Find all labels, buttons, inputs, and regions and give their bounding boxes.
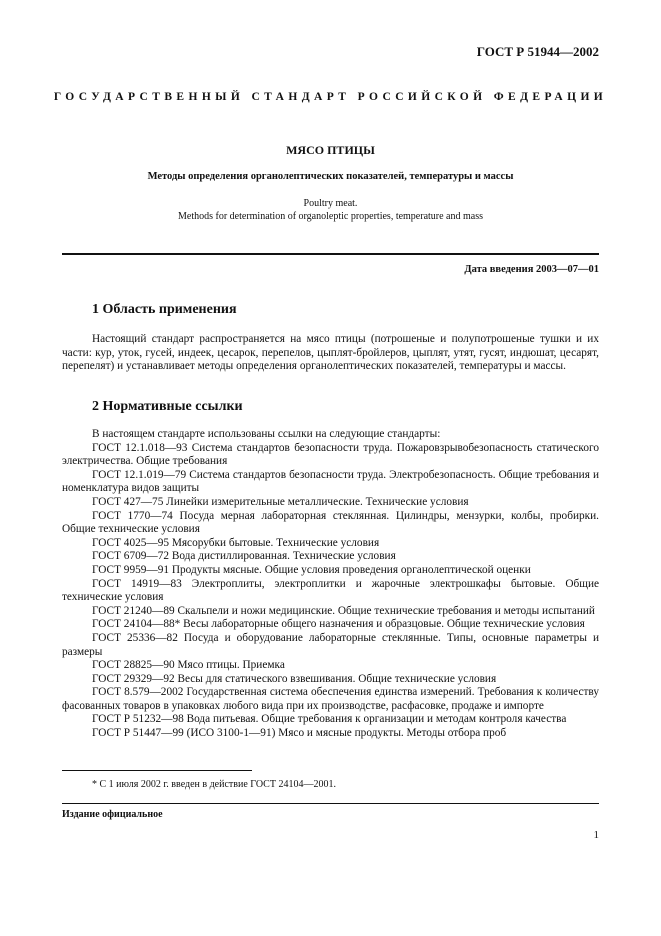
- page-number: 1: [593, 829, 599, 841]
- state-standard-heading: ГОСУДАРСТВЕННЫЙ СТАНДАРТ РОССИЙСКОЙ ФЕДЕРАЦИИ: [53, 91, 608, 103]
- paragraph: Настоящий стандарт распространяется на мясо птицы (потрошеные и полупотрошеные тушки и их части: кур, уток, гусей, индеек, цесарок, перепелов, цыплят-бройлеров, цыплят, утят, гусят, индюшат, цесарят, перепелят) и устанавливает методы определения органолептических показателей, температуры и массы.: [62, 333, 599, 373]
- section-2-body: [62, 428, 599, 741]
- reference-item: ГОСТ 14919—83 Электроплиты, электроплитки и жарочные электрошкафы бытовые. Общие технические условия: [62, 577, 599, 604]
- reference-item: ГОСТ 427—75 Линейки измерительные металлические. Технические условия: [92, 495, 469, 508]
- standard-title: МЯСО ПТИЦЫ: [286, 143, 375, 157]
- english-subtitle: Methods for determination of organoleptic properties, temperature and mass: [178, 211, 483, 222]
- edition-note: Издание официальное: [62, 809, 163, 820]
- document-code: ГОСТ Р 51944—2002: [476, 44, 599, 59]
- reference-item: ГОСТ 6709—72 Вода дистиллированная. Технические условия: [92, 550, 396, 563]
- title-divider: [62, 253, 599, 255]
- english-title-block: [0, 197, 661, 223]
- reference-item: ГОСТ 24104—88* Весы лабораторные общего назначения и образцовые. Общие технические условия: [92, 618, 585, 631]
- english-title: Poultry meat.: [303, 198, 358, 209]
- reference-item: ГОСТ 12.1.019—79 Система стандартов безопасности труда. Электробезопасность. Общие требования и номенклатура видов защиты: [62, 468, 599, 495]
- reference-item: ГОСТ 21240—89 Скальпели и ножи медицинские. Общие технические требования и методы испытаний: [92, 604, 595, 617]
- reference-item: ГОСТ Р 51447—99 (ИСО 3100-1—91) Мясо и мясные продукты. Методы отбора проб: [92, 727, 507, 740]
- reference-item: ГОСТ 9959—91 Продукты мясные. Общие условия проведения органолептической оценки: [92, 563, 531, 576]
- section-1-heading: 1 Область применения: [92, 302, 237, 317]
- reference-item: ГОСТ 1770—74 Посуда мерная лабораторная стеклянная. Цилиндры, мензурки, колбы, пробирки. Общие технические условия: [62, 509, 599, 536]
- footer-divider: [62, 803, 599, 804]
- introduction-date: Дата введения 2003—07—01: [464, 264, 599, 275]
- reference-item: ГОСТ 29329—92 Весы для статического взвешивания. Общие технические условия: [92, 672, 497, 685]
- reference-item: ГОСТ 12.1.018—93 Система стандартов безопасности труда. Пожаровзрывобезопасность статического электричества. Общие требования: [62, 441, 599, 468]
- footnote: * С 1 июля 2002 г. введен в действие ГОСТ 24104—2001.: [92, 779, 336, 790]
- footnote-divider: [62, 770, 252, 771]
- paragraph: В настоящем стандарте использованы ссылки на следующие стандарты:: [92, 428, 441, 440]
- reference-item: ГОСТ 8.579—2002 Государственная система обеспечения единства измерений. Требования к количеству фасованных товаров в упаковках любого вида при их производстве, расфасовке, продаже и импорте: [62, 686, 599, 712]
- section-2-heading: 2 Нормативные ссылки: [92, 399, 243, 414]
- reference-item: ГОСТ 28825—90 Мясо птицы. Приемка: [92, 659, 285, 672]
- reference-item: ГОСТ 4025—95 Мясорубки бытовые. Технические условия: [92, 536, 380, 549]
- section-1-body: [62, 333, 599, 374]
- standard-subtitle: Методы определения органолептических показателей, температуры и массы: [147, 171, 514, 182]
- reference-item: ГОСТ 25336—82 Посуда и оборудование лабораторные стеклянные. Типы, основные параметры и размеры: [62, 631, 599, 658]
- reference-item: ГОСТ Р 51232—98 Вода питьевая. Общие требования к организации и методам контроля качества: [92, 713, 567, 726]
